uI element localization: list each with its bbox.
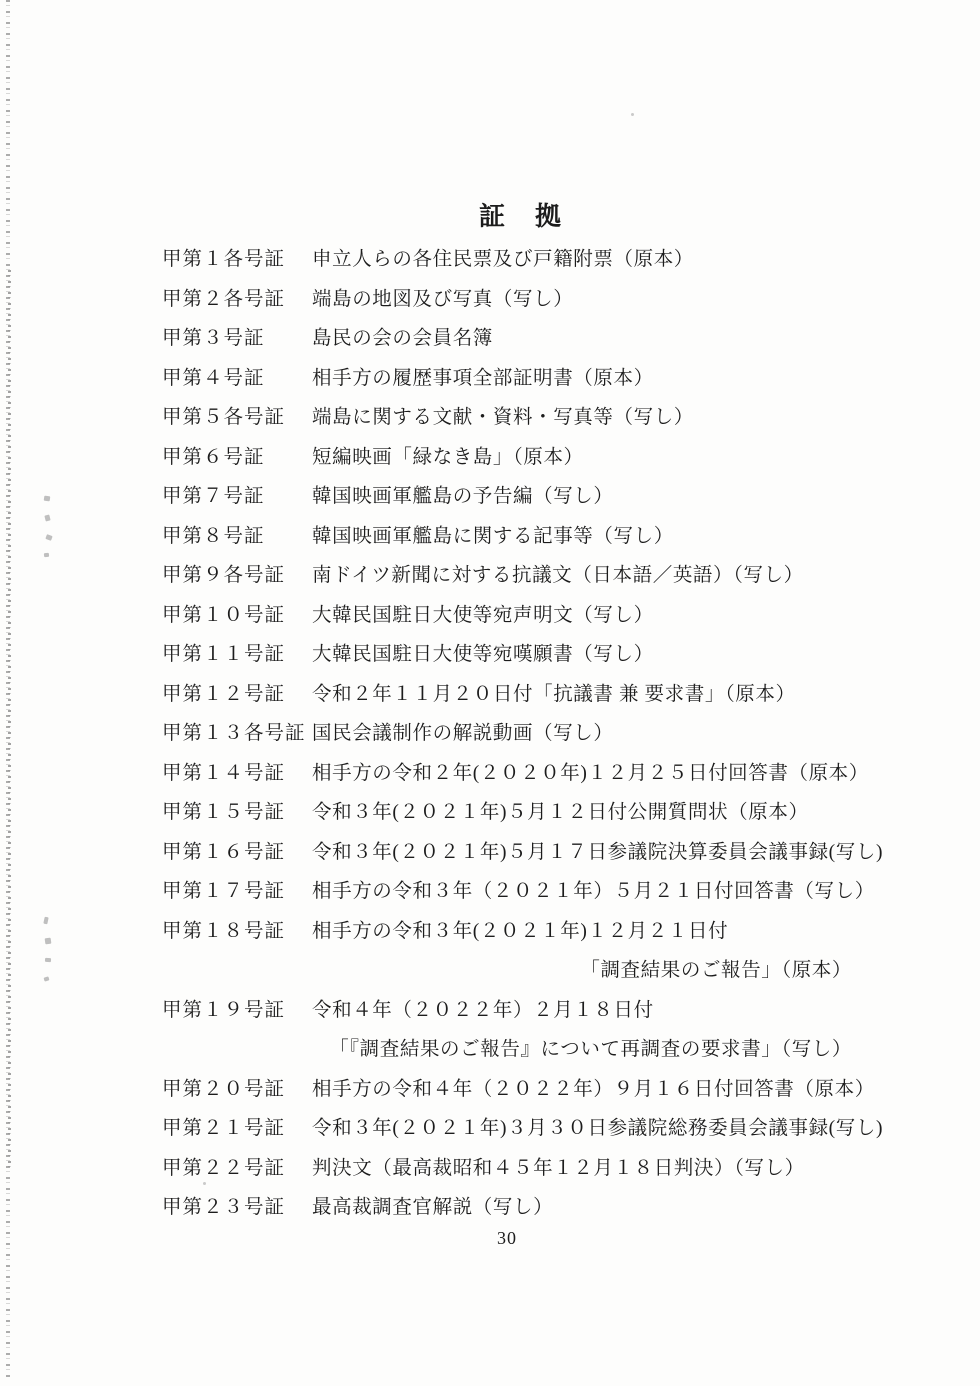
exhibit-description: 相手方の令和３年（２０２１年）５月２１日付回答書（写し） [312, 881, 875, 902]
margin-mark [44, 514, 50, 521]
exhibit-description: 韓国映画軍艦島の予告編（写し） [312, 486, 614, 507]
margin-mark [43, 917, 48, 925]
page-number: 30 [497, 1228, 517, 1248]
exhibit-description: 端島の地図及び写真（写し） [312, 288, 574, 310]
exhibit-description-continuation: 「調査結果のご報告」（原本） [580, 960, 852, 981]
exhibit-description: 相手方の令和２年(２０２０年)１２月２５日付回答書（原本） [312, 762, 869, 784]
evidence-row [162, 638, 874, 678]
exhibit-description: 大韓民国駐日大使等宛嘆願書（写し） [312, 644, 654, 665]
evidence-row [162, 678, 874, 718]
evidence-row [162, 243, 874, 283]
exhibit-description: 令和２年１１月２０日付「抗議書 兼 要求書」（原本） [312, 683, 796, 705]
exhibit-number: 甲第１５号証 [162, 802, 286, 823]
exhibit-description: 判決文（最高裁昭和４５年１２月１８日判決）（写し） [312, 1157, 805, 1179]
evidence-row-continuation [162, 1033, 874, 1073]
exhibit-description: 韓国映画軍艦島に関する記事等（写し） [312, 525, 674, 547]
margin-mark [44, 496, 51, 502]
evidence-row [162, 480, 874, 520]
evidence-row [162, 283, 874, 323]
exhibit-number: 甲第１１号証 [162, 644, 286, 665]
exhibit-number: 甲第９各号証 [162, 565, 286, 586]
exhibit-description: 島民の会の会員名簿 [312, 328, 493, 349]
exhibit-number: 甲第１２号証 [162, 683, 286, 705]
exhibit-number: 甲第１各号証 [162, 249, 286, 270]
exhibit-description: 令和３年(２０２１年)３月３０日参議院総務委員会議事録(写し) [312, 1118, 884, 1139]
margin-mark [44, 553, 49, 558]
exhibit-number: 甲第２０号証 [162, 1078, 286, 1100]
exhibit-description: 相手方の履歴事項全部証明書（原本） [312, 367, 654, 389]
margin-mark [45, 958, 51, 962]
exhibit-number: 甲第６号証 [162, 446, 265, 468]
margin-mark [45, 938, 52, 945]
margin-mark [44, 976, 50, 981]
evidence-list [162, 243, 884, 1231]
evidence-row [162, 401, 874, 441]
evidence-row [162, 520, 874, 560]
page-title: 証 拠 [479, 202, 564, 231]
exhibit-number: 甲第１０号証 [162, 604, 286, 626]
margin-mark [45, 534, 52, 541]
exhibit-description: 相手方の令和３年(２０２１年)１２月２１日付 [312, 920, 729, 942]
evidence-row [162, 441, 874, 481]
exhibit-number: 甲第８号証 [162, 525, 265, 547]
evidence-row [162, 757, 874, 797]
evidence-row-continuation [162, 954, 874, 994]
scan-edge-artifact [8, 270, 11, 1170]
exhibit-description: 短編映画「緑なき島」（原本） [312, 446, 584, 468]
evidence-row [162, 915, 874, 955]
exhibit-number: 甲第２１号証 [162, 1118, 286, 1139]
exhibit-number: 甲第２３号証 [162, 1197, 286, 1218]
exhibit-number: 甲第２各号証 [162, 288, 286, 310]
evidence-row [162, 836, 884, 876]
exhibit-number: 甲第２２号証 [162, 1157, 286, 1179]
exhibit-description: 令和４年（２０２２年）２月１８日付 [312, 999, 654, 1021]
evidence-row [162, 1073, 874, 1113]
exhibit-description: 国民会議制作の解説動画（写し） [312, 723, 614, 744]
exhibit-description: 令和３年(２０２１年)５月１２日付公開質問状（原本） [312, 802, 809, 823]
evidence-row [162, 322, 874, 362]
evidence-row [162, 1112, 884, 1152]
evidence-row [162, 599, 874, 639]
exhibit-description: 令和３年(２０２１年)５月１７日参議院決算委員会議事録(写し) [312, 841, 884, 863]
exhibit-number: 甲第１６号証 [162, 841, 286, 863]
exhibit-description: 相手方の令和４年（２０２２年）９月１６日付回答書（原本） [312, 1078, 875, 1100]
exhibit-description: 端島に関する文献・資料・写真等（写し） [312, 407, 694, 428]
evidence-row [162, 1191, 874, 1231]
exhibit-number: 甲第１４号証 [162, 762, 286, 784]
exhibit-number: 甲第７号証 [162, 486, 265, 507]
exhibit-description: 南ドイツ新聞に対する抗議文（日本語／英語）（写し） [312, 565, 804, 586]
exhibit-number: 甲第１８号証 [162, 920, 286, 942]
evidence-row [162, 362, 874, 402]
exhibit-description: 最高裁調査官解説（写し） [312, 1197, 554, 1218]
exhibit-description: 大韓民国駐日大使等宛声明文（写し） [312, 604, 654, 626]
exhibit-number: 甲第１７号証 [162, 881, 286, 902]
exhibit-number: 甲第３号証 [162, 328, 265, 349]
exhibit-number: 甲第１９号証 [162, 999, 286, 1021]
evidence-row [162, 717, 874, 757]
exhibit-number: 甲第４号証 [162, 367, 265, 389]
exhibit-number: 甲第５各号証 [162, 407, 286, 428]
evidence-row [162, 796, 874, 836]
evidence-row [162, 559, 874, 599]
evidence-row [162, 1152, 874, 1192]
exhibit-number: 甲第１３各号証 [162, 723, 306, 744]
evidence-row [162, 994, 874, 1034]
exhibit-description: 申立人らの各住民票及び戸籍附票（原本） [312, 249, 694, 270]
exhibit-description-continuation: 「『調査結果のご報告』について再調査の要求書」（写し） [329, 1039, 852, 1060]
scan-speck [631, 113, 634, 116]
evidence-row [162, 875, 874, 915]
